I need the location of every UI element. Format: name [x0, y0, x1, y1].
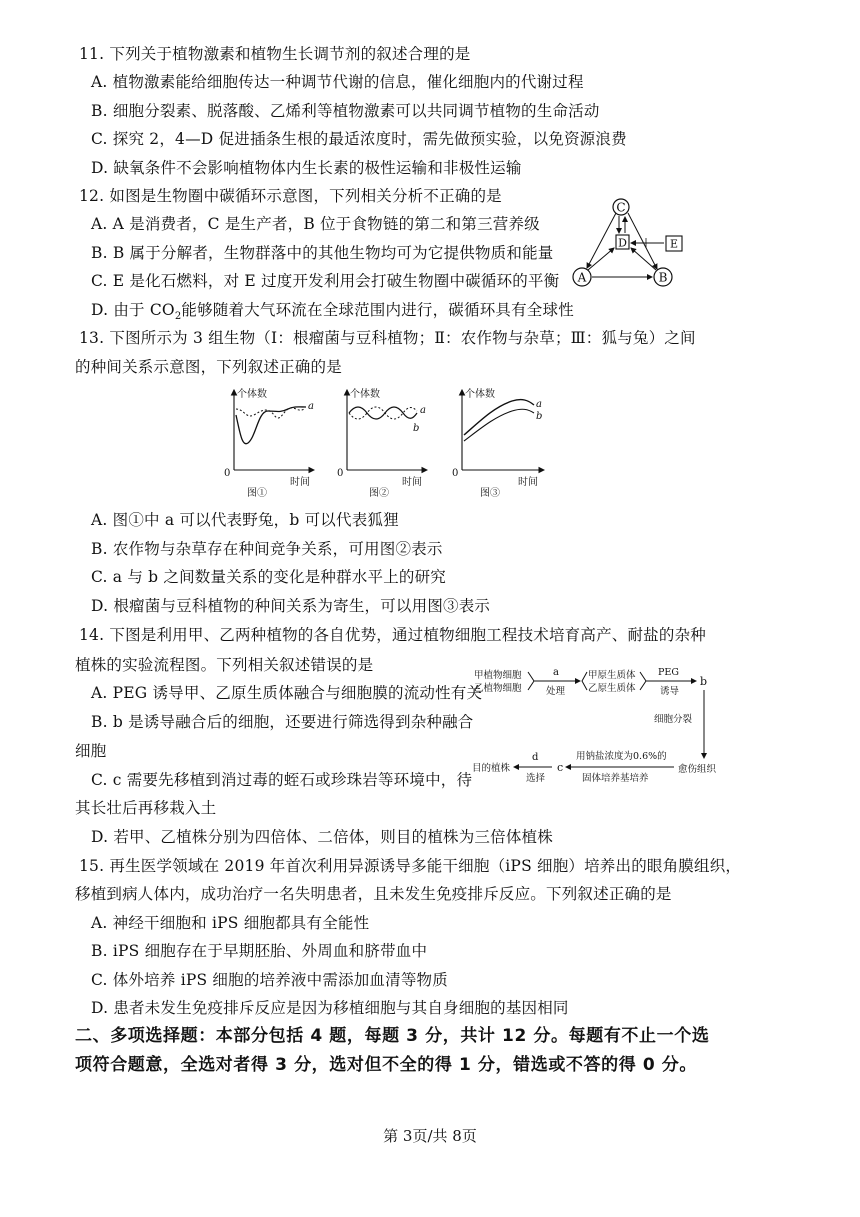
flow-salt-line1: 用钠盐浓度为0.6%的 — [576, 751, 667, 762]
graph-2-label-a: a — [420, 405, 426, 416]
q11-option-a: A. 植物激素能给细胞传达一种调节代谢的信息，催化细胞内的代谢过程 — [91, 73, 584, 91]
q15-option-b: B. iPS 细胞存在于早期胚胎、外周血和脐带血中 — [91, 942, 428, 960]
q11-option-b: B. 细胞分裂素、脱落酸、乙烯利等植物激素可以共同调节植物的生命活动 — [91, 102, 600, 120]
flow-chuli: 处理 — [546, 686, 566, 697]
graph-2-origin: 0 — [337, 468, 344, 479]
plant-fusion-flowchart — [468, 660, 733, 790]
node-e-label: E — [669, 237, 679, 251]
graph-1-caption: 图① — [247, 488, 267, 499]
graph-3-origin: 0 — [452, 468, 459, 479]
flow-yi-cell: 乙植物细胞 — [474, 683, 522, 694]
graph-2-xlabel: 时间 — [402, 477, 422, 488]
graph-1-label-a: a — [308, 401, 314, 412]
q11-stem: 11. 下列关于植物激素和植物生长调节剂的叙述合理的是 — [79, 45, 471, 63]
graph-1-ylabel: 个体数 — [237, 389, 267, 400]
q12-option-d-pre: D. 由于 CO — [91, 301, 175, 319]
q14-option-a: A. PEG 诱导甲、乙原生质体融合与细胞膜的流动性有关 — [91, 684, 483, 702]
species-relationship-graphs — [222, 385, 552, 503]
node-b-label: B — [658, 270, 668, 285]
flow-jia-proto: 甲原生质体 — [588, 670, 636, 681]
flow-target: 目的植株 — [472, 763, 511, 774]
q15-stem-line1: 15. 再生医学领域在 2019 年首次利用异源诱导多能干细胞（iPS 细胞）培养出的眼角膜组织， — [79, 857, 742, 875]
graph-3-label-b: b — [536, 411, 543, 422]
flow-salt-line2: 固体培养基培养 — [582, 773, 649, 784]
page-number: 第 3页/共 8页 — [383, 1127, 477, 1145]
graph-1-origin: 0 — [224, 468, 231, 479]
q12-option-c: C. E 是化石燃料，对 E 过度开发利用会打破生物圈中碳循环的平衡 — [91, 272, 560, 290]
flow-xuanze: 选择 — [526, 773, 546, 784]
graph-2 — [337, 387, 427, 499]
graph-2-ylabel: 个体数 — [350, 389, 380, 400]
graph-3 — [452, 387, 544, 499]
flow-b: b — [700, 675, 708, 688]
flow-c: c — [557, 761, 564, 774]
q13-option-a: A. 图①中 a 可以代表野兔，b 可以代表狐狸 — [91, 511, 399, 529]
flow-a: a — [553, 667, 559, 678]
q11-option-c: C. 探究 2，4—D 促进插条生根的最适浓度时，需先做预实验，以免资源浪费 — [91, 130, 627, 148]
graph-3-xlabel: 时间 — [518, 477, 538, 488]
graph-1-xlabel: 时间 — [290, 477, 310, 488]
q14-option-c-line2: 其长壮后再移栽入土 — [75, 799, 217, 817]
flow-yi-proto: 乙原生质体 — [588, 683, 636, 694]
q15-option-a: A. 神经干细胞和 iPS 细胞都具有全能性 — [91, 914, 370, 932]
section-2-heading-line2: 项符合题意，全选对者得 3 分，选对但不全的得 1 分，错选或不答的得 0 分。 — [75, 1055, 697, 1075]
flow-yushang: 愈伤组织 — [678, 764, 717, 775]
q14-option-b-line2: 细胞 — [75, 742, 107, 760]
q12-option-b: B. B 属于分解者，生物群落中的其他生物均可为它提供物质和能量 — [91, 244, 554, 262]
q15-stem-line2: 移植到病人体内，成功治疗一名失明患者，且未发生免疫排斥反应。下列叙述正确的是 — [75, 885, 672, 903]
q15-option-c: C. 体外培养 iPS 细胞的培养液中需添加血清等物质 — [91, 971, 448, 989]
graph-2-caption: 图② — [369, 488, 389, 499]
q12-option-d-post: 能够随着大气环流在全球范围内进行，碳循环具有全球性 — [181, 301, 574, 319]
flow-peg: PEG — [658, 667, 679, 678]
graph-3-ylabel: 个体数 — [465, 389, 495, 400]
q14-option-b-line1: B. b 是诱导融合后的细胞，还要进行筛选得到杂种融合 — [91, 713, 474, 731]
graph-3-curve-a — [464, 400, 534, 435]
graph-1-curve-b — [236, 408, 304, 418]
q14-option-c-line1: C. c 需要先移植到消过毒的蛭石或珍珠岩等环境中，待 — [91, 771, 473, 789]
graph-3-caption: 图③ — [480, 488, 500, 499]
q12-stem: 12. 如图是生物圈中碳循环示意图，下列相关分析不正确的是 — [79, 187, 502, 205]
flow-jia-cell: 甲植物细胞 — [474, 670, 522, 681]
flow-youdao: 诱导 — [660, 686, 680, 697]
graph-2-label-b: b — [413, 423, 420, 434]
flow-fenlie: 细胞分裂 — [654, 714, 693, 725]
node-a-label: A — [577, 270, 587, 285]
q14-stem-line2: 植株的实验流程图。下列相关叙述错误的是 — [75, 656, 374, 674]
q14-stem-line1: 14. 下图是利用甲、乙两种植物的各自优势，通过植物细胞工程技术培育高产、耐盐的杂种 — [79, 626, 706, 644]
q13-stem-line1: 13. 下图所示为 3 组生物（Ⅰ：根瘤菌与豆科植物；Ⅱ：农作物与杂草；Ⅲ：狐与兔）之间 — [79, 329, 696, 347]
graph-1 — [224, 387, 314, 499]
flow-d: d — [532, 752, 539, 763]
graph-3-label-a: a — [536, 399, 542, 410]
q11-option-d: D. 缺氧条件不会影响植物体内生长素的极性运输和非极性运输 — [91, 159, 522, 177]
graph-1-curve-a — [236, 407, 306, 444]
q15-option-d: D. 患者未发生免疫排斥反应是因为移植细胞与其自身细胞的基因相同 — [91, 999, 569, 1017]
q13-stem-line2: 的种间关系示意图，下列叙述正确的是 — [75, 358, 342, 376]
q12-option-d-sub: 2 — [174, 311, 182, 323]
q14-option-d: D. 若甲、乙植株分别为四倍体、二倍体，则目的植株为三倍体植株 — [91, 828, 553, 846]
q12-option-a: A. A 是消费者，C 是生产者，B 位于食物链的第二和第三营养级 — [91, 215, 540, 233]
q13-option-c: C. a 与 b 之间数量关系的变化是种群水平上的研究 — [91, 568, 447, 586]
node-d-label: D — [618, 236, 627, 250]
q13-option-d: D. 根瘤菌与豆科植物的种间关系为寄生，可以用图③表示 — [91, 597, 491, 615]
node-c-label: C — [616, 200, 626, 215]
q12-option-d — [91, 299, 574, 328]
section-2-heading-line1: 二、多项选择题：本部分包括 4 题，每题 3 分，共计 12 分。每题有不止一个选 — [75, 1026, 710, 1046]
q13-option-b: B. 农作物与杂草存在种间竞争关系，可用图②表示 — [91, 540, 443, 558]
carbon-cycle-diagram — [566, 195, 696, 295]
